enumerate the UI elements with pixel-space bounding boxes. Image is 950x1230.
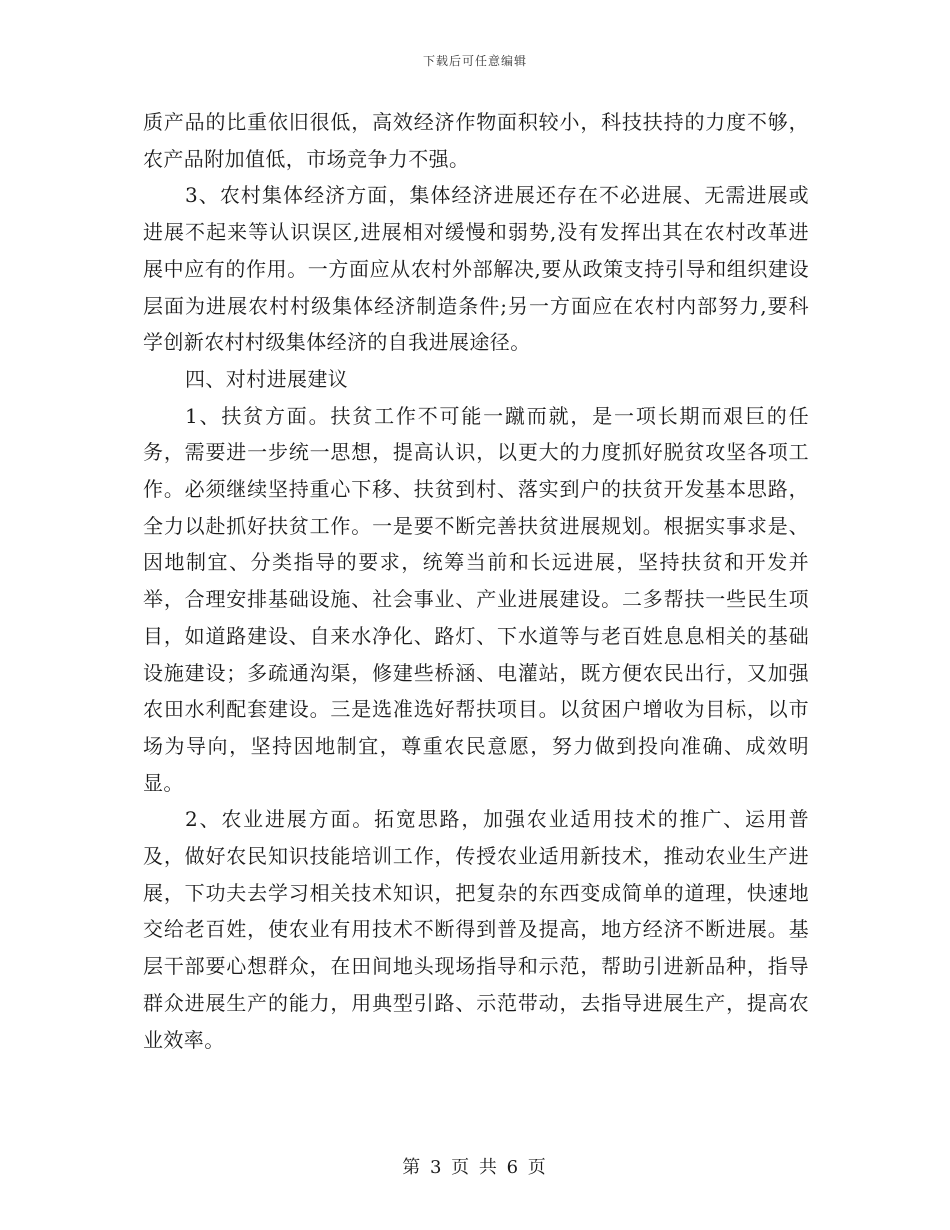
paragraph: 质产品的比重依旧很低，高效经济作物面积较小，科技扶持的力度不够，农产品附加值低，市场竞争力不强。: [143, 110, 809, 171]
paragraph: 2、农业进展方面。拓宽思路，加强农业适用技术的推广、运用普及，做好农民知识技能培训工作，传授农业适用新技术，推动农业生产进展，下功夫去学习相关技术知识，把复杂的东西变成简单的道理，快速地交给老百姓，使农业有用技术不断得到普及提高，地方经济不断进展。基层干部要心想群众，在田间地头现场指导和示范，帮助引进新品种，指导群众进展生产的能力，用典型引路、示范带动，去指导进展生产，提高农业效率。: [143, 807, 809, 1052]
paragraph: 3、农村集体经济方面，集体经济进展还存在不必进展、无需进展或进展不起来等认识误区,进展相对缓慢和弱势,没有发挥出其在农村改革进展中应有的作用。一方面应从农村外部解决,要从政策支持引导和组织建设层面为进展农村村级集体经济制造条件;另一方面应在农村内部努力,要科学创新农村村级集体经济的自我进展途径。: [143, 183, 809, 355]
page-header: 下载后可任意编辑: [422, 54, 527, 68]
page-number: 第 3 页 共 6 页: [402, 1157, 548, 1178]
section-heading: 四、对村进展建议: [185, 366, 349, 391]
document-body: [143, 104, 809, 1058]
paragraph: 1、扶贫方面。扶贫工作不可能一蹴而就，是一项长期而艰巨的任务，需要进一步统一思想，提高认识，以更大的力度抓好脱贫攻坚各项工作。必须继续坚持重心下移、扶贫到村、落实到户的扶贫开发基本思路，全力以赴抓好扶贫工作。一是要不断完善扶贫进展规划。根据实事求是、因地制宜、分类指导的要求，统筹当前和长远进展，坚持扶贫和开发并举，合理安排基础设施、社会事业、产业进展建设。二多帮扶一些民生项目，如道路建设、自来水净化、路灯、下水道等与老百姓息息相关的基础设施建设；多疏通沟渠，修建些桥涵、电灌站，既方便农民出行，又加强农田水利配套建设。三是选准选好帮扶项目。以贫困户增收为目标，以市场为导向，坚持因地制宜，尊重农民意愿，努力做到投向准确、成效明显。: [143, 403, 809, 795]
